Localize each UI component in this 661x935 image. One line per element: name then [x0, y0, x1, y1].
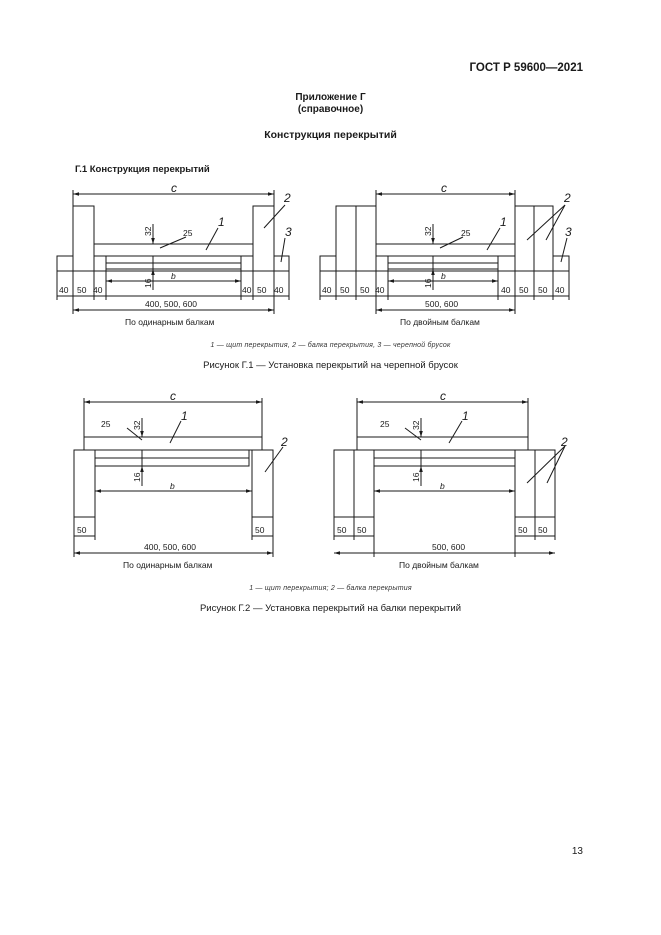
callout-3: 3	[285, 225, 292, 239]
dim-b: b	[441, 271, 446, 281]
fig1-right-drawing	[320, 190, 569, 314]
figure2-title: Рисунок Г.2 — Установка перекрытий на балки перекрытий	[199, 603, 462, 614]
dim-bottom-5: 40	[274, 285, 284, 295]
dim-bottom-4: 50	[257, 285, 267, 295]
dim-span: 500, 600	[425, 299, 459, 309]
fig1-left-floor-panel	[94, 244, 253, 256]
subsection-title: Г.1 Конструкция перекрытий	[75, 164, 210, 175]
variant-caption: По двойным балкам	[400, 317, 480, 327]
fig2-right-drawing	[334, 398, 565, 557]
dim-b: b	[440, 481, 445, 491]
dim-16: 16	[143, 278, 153, 288]
callout-2: 2	[564, 191, 571, 205]
dim-25: 25	[380, 419, 390, 429]
dim-c-label: c	[171, 181, 177, 195]
dim-bottom-3: 40	[375, 285, 385, 295]
fig1-left-beam-right	[253, 206, 274, 271]
variant-caption: По одинарным балкам	[125, 317, 215, 327]
dim-16: 16	[132, 472, 142, 482]
dim-bottom-3: 50	[538, 525, 548, 535]
dim-bottom-0: 40	[322, 285, 332, 295]
callout-1: 1	[218, 215, 225, 229]
callout-1: 1	[500, 215, 507, 229]
dim-32: 32	[143, 226, 153, 236]
dim-bottom-6: 50	[538, 285, 548, 295]
appendix-subtitle: (справочное)	[297, 104, 364, 115]
dim-bottom-0: 50	[337, 525, 347, 535]
variant-caption: По двойным балкам	[399, 560, 479, 570]
dim-bottom-1: 50	[357, 525, 367, 535]
figure2-legend: 1 — щит перекрытия; 2 — балка перекрытия	[249, 585, 412, 592]
dim-span: 400, 500, 600	[144, 542, 196, 552]
dim-c-label: c	[441, 181, 447, 195]
fig2-left-beam-left	[74, 450, 95, 517]
callout-3: 3	[565, 225, 572, 239]
dim-bottom-1: 50	[255, 525, 265, 535]
dim-bottom-0: 40	[59, 285, 69, 295]
dim-25: 25	[101, 419, 111, 429]
dim-b: b	[170, 481, 175, 491]
fig2-right-floor-panel	[357, 437, 528, 450]
page-number: 13	[571, 846, 583, 857]
fig1-left-drawing	[57, 190, 289, 314]
dim-bottom-2: 40	[93, 285, 103, 295]
dim-bottom-3: 40	[242, 285, 252, 295]
dim-bottom-4: 40	[501, 285, 511, 295]
dim-32: 32	[132, 420, 142, 430]
dim-bottom-7: 40	[555, 285, 565, 295]
dim-25: 25	[461, 228, 471, 238]
dim-span: 400, 500, 600	[145, 299, 197, 309]
dim-bottom-5: 50	[519, 285, 529, 295]
section-title: Конструкция перекрытий	[264, 129, 397, 141]
dim-span: 500, 600	[432, 542, 466, 552]
standard-number: ГОСТ Р 59600—2021	[469, 62, 583, 74]
callout-2: 2	[284, 191, 291, 205]
callout-1: 1	[181, 409, 188, 423]
dim-16: 16	[411, 472, 421, 482]
figure1-title: Рисунок Г.1 — Установка перекрытий на черепной брусок	[203, 360, 458, 371]
dim-c-label: c	[440, 389, 446, 403]
dim-32: 32	[423, 226, 433, 236]
callout-1: 1	[462, 409, 469, 423]
dim-32: 32	[411, 420, 421, 430]
fig2-left-floor-panel	[84, 437, 262, 450]
dim-bottom-1: 50	[77, 285, 87, 295]
dim-bottom-2: 50	[518, 525, 528, 535]
dim-16: 16	[423, 278, 433, 288]
dim-bottom-2: 50	[360, 285, 370, 295]
callout-2: 2	[561, 435, 568, 449]
variant-caption: По одинарным балкам	[123, 560, 213, 570]
dim-25: 25	[183, 228, 193, 238]
callout-2: 2	[281, 435, 288, 449]
figure1-legend: 1 — щит перекрытия, 2 — балка перекрытия, 3 — черепной брусок	[210, 342, 451, 349]
fig1-left-beam-left	[73, 206, 94, 271]
dim-c-label: c	[170, 389, 176, 403]
fig2-left-beam-right	[252, 450, 273, 517]
dim-bottom-1: 50	[340, 285, 350, 295]
appendix-title: Приложение Г	[295, 92, 366, 103]
dim-bottom-0: 50	[77, 525, 87, 535]
dim-b: b	[171, 271, 176, 281]
